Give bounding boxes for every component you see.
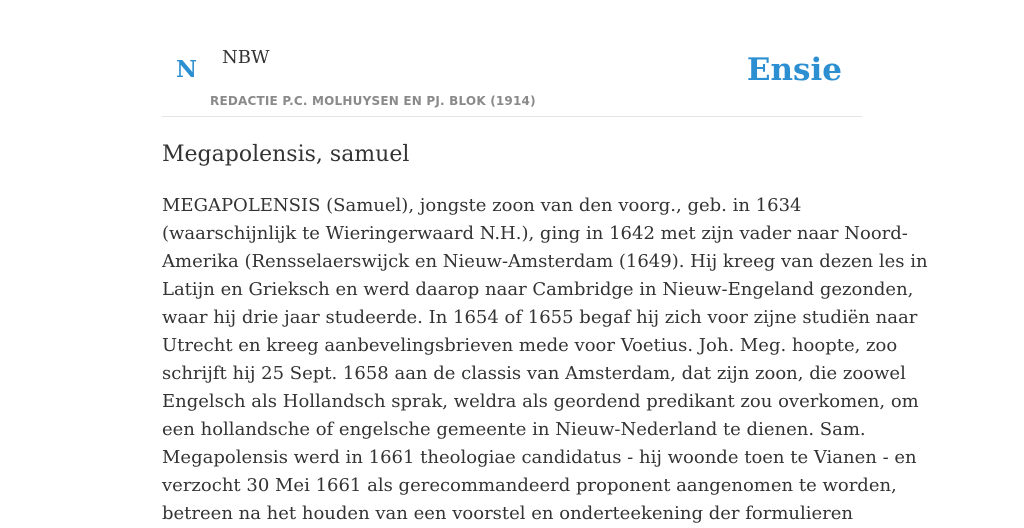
article-line: schrijft hij 25 Sept. 1658 aan de classis van Amsterdam, dat zijn zoon, die zoowel [162,363,906,384]
article-line: verzocht 30 Mei 1661 als gerecommandeerd proponent aangenomen te worden, [162,475,897,496]
source-header [162,0,862,117]
article-line: een hollandsche of engelsche gemeente in Nieuw-Nederland te dienen. Sam. [162,419,866,440]
article-line: Utrecht en kreeg aanbevelingsbrieven mede voor Voetius. Joh. Meg. hoopte, zoo [162,335,898,356]
article-line: (waarschijnlijk te Wieringerwaard N.H.), ging in 1642 met zijn vader naar Noord- [162,223,908,244]
source-logo[interactable]: N [176,56,198,83]
brand-logo[interactable]: Ensie [746,52,842,88]
source-editors: REDACTIE P.C. MOLHUYSEN EN PJ. BLOK (1914) [210,94,536,108]
article-line: Amerika (Rensselaerswijck en Nieuw-Amsterdam (1649). Hij kreeg van dezen les in [162,251,928,272]
article-line: Engelsch als Hollandsch sprak, weldra als geordend predikant zou overkomen, om [162,391,919,412]
article-line: Megapolensis werd in 1661 theologiae candidatus - hij woonde toen te Vianen - en [162,447,917,468]
source-name[interactable]: NBW [222,47,270,68]
article-body [162,192,928,528]
article-line: Latijn en Grieksch en werd daarop naar Cambridge in Nieuw-Engeland gezonden, [162,279,914,300]
article-line: betreen na het houden van een voorstel en onderteekening der formulieren [162,503,854,524]
article-title: Megapolensis, samuel [162,142,410,167]
article-line: waar hij drie jaar studeerde. In 1654 of 1655 begaf hij zich voor zijne studiën naar [162,307,918,328]
article-line: MEGAPOLENSIS (Samuel), jongste zoon van den voorg., geb. in 1634 [162,195,802,216]
